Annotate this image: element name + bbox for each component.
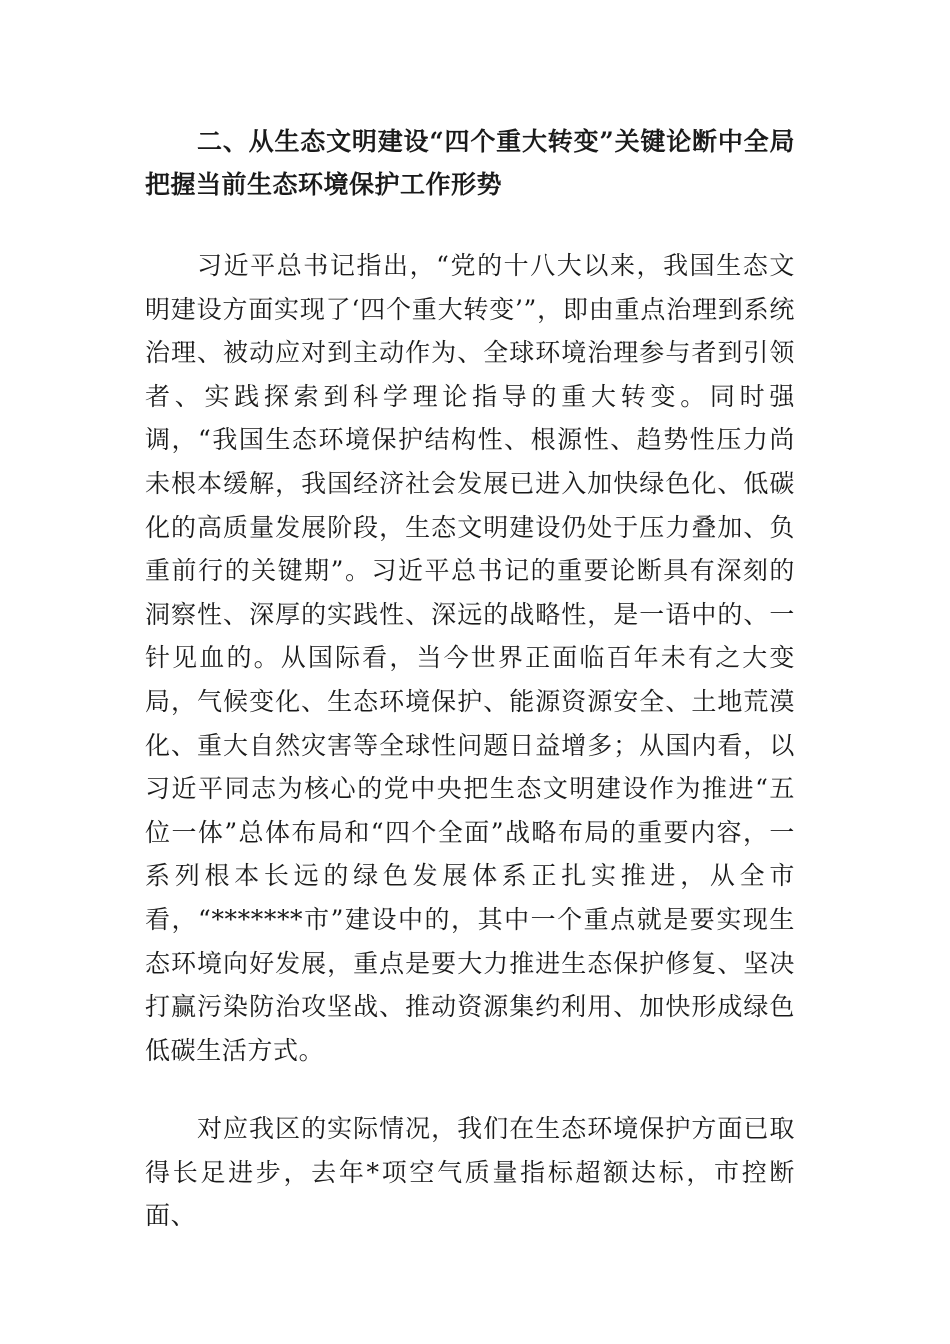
body-paragraph-2: 对应我区的实际情况，我们在生态环境保护方面已取得长足进步，去年*项空气质量指标超额达标，市控断面、 [145,1114,795,1231]
body-paragraph-1: 习近平总书记指出，“党的十八大以来，我国生态文明建设方面实现了‘四个重大转变’”，即由重点治理到系统治理、被动应对到主动作为、全球环境治理参与者到引领者、实践探索到科学理论指导的重大转变。同时强调，“我国生态环境保护结构性、根源性、趋势性压力尚未根本缓解，我国经济社会发展已进入加快绿色化、低碳化的高质量发展阶段，生态文明建设仍处于压力叠加、负重前行的关键期”。习近平总书记的重要论断具有深刻的洞察性、深厚的实践性、深远的战略性，是一语中的、一针见血的。从国际看，当今世界正面临百年未有之大变局，气候变化、生态环境保护、能源资源安全、土地荒漠化、重大自然灾害等全球性问题日益增多；从国内看，以习近平同志为核心的党中央把生态文明建设作为推进“五位一体”总体布局和“四个全面”战略布局的重要内容，一系列根本长远的绿色发展体系正扎实推进，从全市看，“*******市”建设中的，其中一个重点就是要实现生态环境向好发展，重点是要大力推进生态保护修复、坚决打赢污染防治攻坚战、推动资源集约利用、加快形成绿色低碳生活方式。 [145,251,795,1065]
section-heading: 二、从生态文明建设“四个重大转变”关键论断中全局把握当前生态环境保护工作形势 [145,127,795,199]
